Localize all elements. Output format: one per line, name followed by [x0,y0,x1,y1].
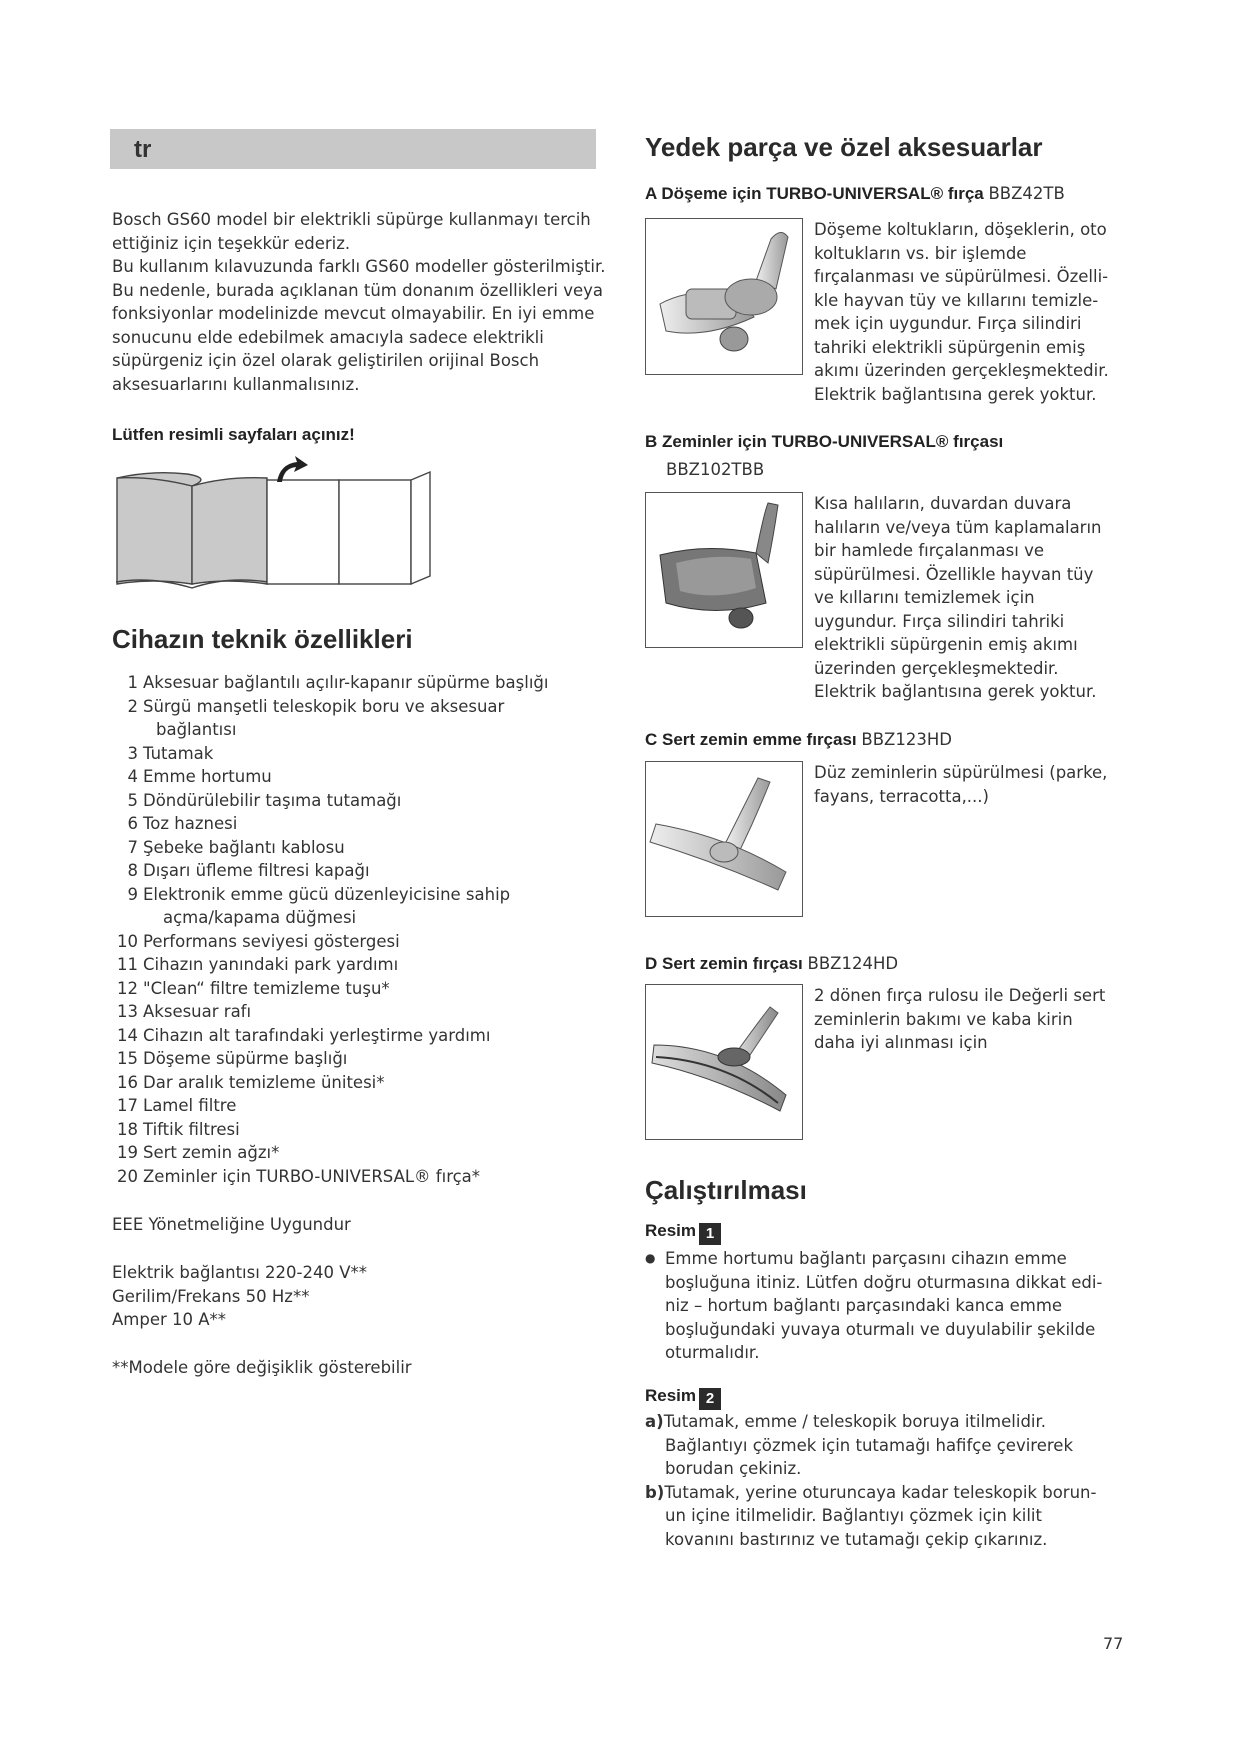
accessory-c-image [645,761,803,917]
description-line: zeminlerin bakımı ve kaba kirin [814,1009,1073,1029]
intro-paragraph: Bu kullanım kılavuzunda farklı GS60 modeller gösterilmiştir. Bu nedenle, burada açıklanan tüm donanım özellikleri veya fonksiyonlar modelinizde mevcut olmayabilir. En iyi emme sonucunu elde edebilmek amacıyla sadece elektrikli süpürgeniz için özel olarak geliştirilen orijinal Bosch aksesuarlarını kullanmalısınız. [112,257,606,394]
accessory-b-code: BBZ102TBB [666,460,765,479]
description-line: kle hayvan tüy ve kıllarını temizle- [814,290,1099,310]
item-text: Dışarı üfleme filtresi kapağı [143,861,370,880]
item-number: 15 [117,1049,138,1068]
accessory-d-label: D Sert zemin fırçası [645,954,803,973]
description-line: uygundur. Fırça silindiri tahriki [814,611,1065,631]
item-text: Şebeke bağlantı kablosu [143,837,345,857]
electrical-line: Amper 10 A** [112,1310,227,1329]
accessory-a-image [645,218,803,375]
figure-label: Resim [645,1386,697,1405]
accessory-d-code: BBZ124HD [807,954,899,973]
item-text: Döndürülebilir taşıma tutamağı [143,790,402,810]
item-text: Tiftik filtresi [143,1119,240,1139]
step-line: niz – hortum bağlantı parçasındaki kanca emme [665,1296,1063,1315]
list-item [112,1024,632,1048]
step-line: kovanını bastırınız ve tutamağı çekip çıkarınız. [665,1529,1048,1549]
description-line: elektrikli süpürgenin emiş akımı [814,635,1078,654]
step-line: oturmalıdır. [665,1343,760,1362]
accessory-b-heading [645,432,1003,452]
description-line: bir hamlede fırçalanması ve [814,541,1045,560]
item-number: 5 [127,790,138,810]
accessory-c-description [814,761,1134,808]
item-text: Cihazın yanındaki park yardımı [143,955,399,974]
list-item [112,1141,632,1165]
language-bar [110,129,596,169]
list-item [112,953,632,977]
electrical-specs [112,1261,367,1332]
accessory-d-description [814,984,1134,1055]
description-line: Kısa halıların, duvardan duvara [814,494,1072,513]
figure-1-heading [645,1221,721,1245]
step-line: boşluğundaki yuvaya oturmalı ve duyulabilir şekilde [665,1319,1096,1339]
item-number: 14 [117,1025,138,1045]
description-line: tahriki elektrikli süpürgenin emiş [814,337,1086,357]
item-text: bağlantısı [156,720,237,739]
item-number: 16 [117,1072,138,1092]
step-b-label: b) [645,1482,665,1502]
list-item [112,977,632,1001]
item-number: 6 [127,814,138,833]
list-item [112,1047,632,1071]
list-item [112,812,632,836]
description-line: koltukların vs. bir işlemde [814,243,1027,263]
item-number: 3 [127,743,138,763]
list-item [112,1000,632,1024]
accessory-c-heading [645,730,952,750]
description-line: Döşeme koltukların, döşeklerin, oto [814,220,1107,239]
item-number: 10 [117,931,138,951]
item-text: Lamel filtre [143,1096,237,1115]
list-item [112,1094,632,1118]
accessory-c-label: C Sert zemin emme fırçası [645,730,857,749]
description-line: üzerinden gerçekleşmektedir. [814,658,1059,678]
item-number: 20 [117,1166,138,1186]
item-text: Döşeme süpürme başlığı [143,1049,348,1068]
list-item [112,883,632,907]
description-line: fayans, terracotta,...) [814,786,989,806]
item-text: Elektronik emme gücü düzenleyicisine sahip [143,884,511,904]
open-pages-illustration [112,456,442,596]
accessory-b-code-line [666,460,764,480]
item-number: 9 [127,884,138,904]
list-item [112,765,632,789]
item-text: Dar aralık temizleme ünitesi* [143,1072,385,1092]
item-text: Tutamak [143,743,214,763]
intro-paragraph: Bosch GS60 model bir elektrikli süpürge kullanmayı tercih ettiğiniz için teşekkür ederiz. [112,210,591,253]
accessory-b-description [814,492,1124,704]
technical-title: Cihazın teknik özellikleri [112,624,413,654]
item-text: Cihazın alt tarafındaki yerleştirme yardımı [143,1025,491,1045]
item-number: 4 [127,767,138,786]
item-text: Sürgü manşetli teleskopik boru ve aksesuar [143,696,505,716]
figure-1-step [645,1247,1135,1365]
step-line: boşluğuna itiniz. Lütfen doğru oturmasına dikkat edi- [665,1272,1103,1292]
model-footnote: **Modele göre değişiklik gösterebilir [112,1358,412,1377]
step-line: Tutamak, emme / teleskopik boruya itilmelidir. [663,1412,1047,1431]
description-line: süpürülmesi. Özellikle hayvan tüy [814,564,1094,584]
description-line: mek için uygundur. Fırça silindiri [814,314,1082,333]
eee-compliance: EEE Yönetmeliğine Uygundur [112,1215,351,1234]
step-a-label: a) [645,1412,664,1431]
step-line: Bağlantıyı çözmek için tutamağı hafifçe çevirerek [665,1435,1074,1455]
electrical-line: Gerilim/Frekans 50 Hz** [112,1286,310,1306]
list-item [112,930,632,954]
list-item [112,695,632,719]
list-item [112,1118,632,1142]
list-item [112,836,632,860]
item-text: Sert zemin ağzı* [143,1143,280,1162]
accessory-a-description [814,218,1124,406]
description-line: Elektrik bağlantısına gerek yoktur. [814,384,1097,404]
step-line: Tutamak, yerine oturuncaya kadar teleskopik borun- [664,1482,1097,1502]
list-item [112,742,632,766]
list-item [112,671,632,695]
item-number: 17 [117,1096,138,1115]
item-number: 1 [127,673,138,692]
figure-2-steps [645,1410,1135,1551]
step-line: un içine itilmelidir. Bağlantıyı çözmek için kilit [665,1506,1042,1525]
item-number: 12 [117,978,138,998]
accessory-d-image [645,984,803,1140]
item-number: 8 [127,861,138,880]
accessory-a-heading [645,184,1065,204]
description-line: Elektrik bağlantısına gerek yoktur. [814,682,1097,701]
open-pages-note: Lütfen resimli sayfaları açınız! [112,425,355,444]
accessory-c-code: BBZ123HD [861,730,952,749]
list-item [112,1071,632,1095]
accessory-d-heading [645,954,898,974]
item-number: 19 [117,1143,138,1162]
list-item-continuation [112,906,632,930]
item-text: Toz haznesi [143,814,238,833]
list-item-continuation [112,718,632,742]
item-text: "Clean“ filtre temizleme tuşu* [143,978,390,998]
description-line: 2 dönen fırça rulosu ile Değerli sert [814,986,1106,1005]
language-code: tr [134,136,152,163]
description-line: halıların ve/veya tüm kaplamaların [814,517,1102,537]
step-line: Emme hortumu bağlantı parçasını cihazın emme [665,1249,1067,1268]
spec-list [112,671,632,1188]
page-number: 77 [1103,1634,1124,1653]
bullet-icon: ● [645,1251,656,1265]
item-text: açma/kapama düğmesi [163,908,357,927]
item-text: Zeminler için TURBO-UNIVERSAL® fırça* [143,1166,481,1186]
list-item [112,789,632,813]
step-line: borudan çekiniz. [665,1459,802,1478]
description-line: akımı üzerinden gerçekleşmektedir. [814,361,1109,380]
operation-title: Çalıştırılması [645,1175,807,1205]
figure-number-badge: 1 [699,1223,721,1245]
list-item [112,1165,632,1189]
accessory-b-image [645,492,803,648]
item-number: 2 [127,696,138,716]
item-text: Emme hortumu [143,767,272,786]
description-line: daha iyi alınması için [814,1033,988,1052]
item-number: 7 [127,837,138,857]
description-line: Düz zeminlerin süpürülmesi (parke, [814,763,1108,782]
list-item [112,859,632,883]
figure-number-badge: 2 [699,1388,721,1410]
accessory-b-label: B Zeminler için TURBO-UNIVERSAL® fırçası [645,432,1004,451]
accessory-a-label: A Döşeme için TURBO-UNIVERSAL® fırça [645,184,984,203]
accessory-a-code: BBZ42TB [988,184,1065,203]
spares-title: Yedek parça ve özel aksesuarlar [645,132,1043,162]
item-text: Performans seviyesi göstergesi [143,931,400,951]
item-number: 18 [117,1119,138,1139]
item-text: Aksesuar bağlantılı açılır-kapanır süpürme başlığı [143,673,549,692]
figure-label: Resim [645,1221,697,1240]
electrical-line: Elektrik bağlantısı 220-240 V** [112,1263,368,1282]
description-line: fırçalanması ve süpürülmesi. Özelli- [814,267,1109,286]
intro-text [112,208,612,396]
description-line: ve kıllarını temizlemek için [814,588,1035,607]
item-number: 11 [117,955,138,974]
figure-2-heading [645,1386,721,1410]
item-text: Aksesuar rafı [143,1002,252,1021]
item-number: 13 [117,1002,138,1021]
